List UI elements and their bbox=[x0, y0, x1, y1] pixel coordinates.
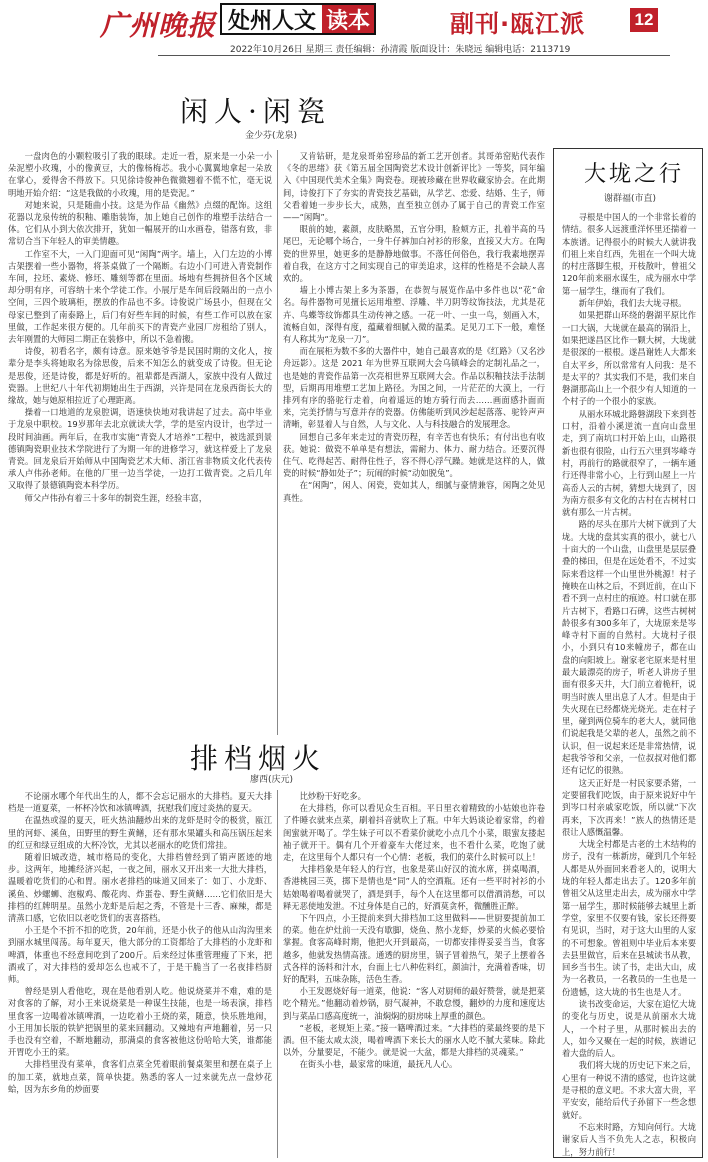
paragraph: 师父卢伟孙有着三十多年的制瓷生涯，经验丰富， bbox=[24, 492, 208, 503]
masthead bbox=[0, 0, 708, 42]
paragraph: 路的尽头在那片大树下就到了大垅。大垅的盘其实真的很小，就七八十亩大的一个山盘，山盘里是层层叠叠的梯田，但是在远处看不，不过实际来看这样一个山里世外桃源！村子掩映在山林之后，不到近前，在山下看不到一点村庄的痕迹。村口就在那片古树下，看路口石碑，这些古树树龄很多有300多年了，大垅原来是岑峰寺村下面的自然村。大垅村子很小，小到只有10来幢房子，都在山盘的向阳坡上。谢家老宅原来是村里最大最漂亮的房子，听老人讲房子里面有很多天井，大门前立着桅杆，说明当时族人里出息了人才。但是由于失火现在已经都烧光烧光。走在村子里，碰到两位骑车的老大人，就同他们说起我是父辈的老人，虽然之前不认识，但一说起来还是非常热情，说起我爷爷和父亲，一位叔叔对他们都还有记忆的很熟。 bbox=[562, 519, 696, 776]
article1-byline: 金少芬(龙泉) bbox=[245, 131, 298, 141]
paragraph: 小王发愿烧好每一道菜，他说：“客人对厨师的最好赞誉，就是把菜吃个精光。”他翻动着炒锅，厨气凝神，不敢怠慢，翻炒的力度和速度达到与菜品口感高度统一，油焖焖的厨房味上厚重的颜色。 bbox=[283, 986, 545, 1021]
header-rule bbox=[158, 55, 670, 56]
paragraph: 不忘来时路，方知向何行。大垅谢家后人当不负先人之志，积极向上，努力前行！ bbox=[562, 1121, 696, 1157]
paragraph: 大垅全村都是古老的土木结构的房子，没有一栋新房，碰到几个年轻人都是从外面回来看老人的，说明大垅的年轻人都走出去了。120多年前曾祖父从这里走出去，成为丽水中学第一届学生，那时候能够去城里上新学堂，家里不仅要有钱，家长还得要有见识，当时，对于这大山里的人家的不可想象。曾祖则中毕业后本来要去县里做官，后来在县城读书从教，回乡当书生。读了书，走出大山，成为一名教员，一名教员的一生也是一份遗憾，这大垅的书生也是人才。 bbox=[562, 839, 696, 997]
sidebar-title: 大垅之行 bbox=[584, 162, 685, 187]
paragraph: 比炒粉干好吃多。 bbox=[299, 791, 366, 801]
article2-column-1 bbox=[8, 790, 272, 1158]
paragraph: 操着一口地道的龙泉腔调，语速快快地对我讲起了过去。高中毕业于龙泉中职校。19岁那年去北京就读大学，学的是室内设计，也学过一段时间油画。两年后，在我市实施“青瓷人才培养”工程中，被选派到景德镇陶瓷职业技术学院进行了为期一年的进修学习，就这样爱上了龙泉青瓷。回龙泉后开始师从中国陶瓷艺术大师、浙江省非物质文化代表传承人卢伟孙老师。在他的厂里一边当学徒，一边打工做青瓷。之后几年又取得了景德镇陶瓷本科学历。 bbox=[8, 407, 272, 491]
paragraph: 一盘肉色的小颗粒吸引了我的眼球。走近一看，原来是一小朵一小朵泥塑小玫瑰，小的像黄豆，大的像杨梅芯。我小心翼翼地拿起一朵放在掌心，爱得舍不得放下。只见徐诗俊神色微微翘着不慌不忙，毫无说明地开始介绍：“这是我做的小玫瑰，用的是瓷泥。” bbox=[8, 151, 272, 198]
sidebar-body bbox=[562, 211, 696, 1157]
column-divider bbox=[277, 150, 278, 735]
paragraph: 曾经是别人看他吃，现在是他看别人吃。他说烧菜并不难，难的是对食客的了解，对小王来说烧菜是一种谋生技能，也是一场表演，排档里食客一边喝着冰镇啤酒，一边吃着小王烧的菜，随意，快乐胜地闹，小王用加长版的铁铲把锅里的菜来回翻动。又辣地有声地翻着，另一只手也没有空着，不断地翻动，那满桌的食客被他这份哈哈大笑，谁都能开胃吃小王的菜。 bbox=[8, 986, 272, 1058]
article1-column-2 bbox=[283, 150, 545, 735]
paragraph: 在大排档，你可以看见众生百相。平日里衣着精致的小姑娘也许卷了件睡衣就来点菜，刷着抖音就吹上了瓶。中年大妈谈论着家常，约着闺蜜就开喝了。学生妹子可以不看菜价就吃小点几个小菜，眼蜜友搂起袖子就开干。偶有几个开着豪车大佬过来，也不看什么菜，吃饱了就走，在这里每个人都只有一个心情：老板，我们的菜什么时候可以上！ bbox=[283, 803, 545, 863]
paragraph: 墙上小博古架上多为茶器，在恭贺与展览作品中多件也以“花”命名。每件器物可见擅长运用堆塑、浮雕、半刀阴等纹饰技法，尤其是花卉、鸟蝶等纹饰都具生动传神之感。一花一叶、一虫一鸟，刻画入木，流畅自如，深得有度，蕴藏着细腻入微的温柔。足见刀工下一般，难怪有人称其为“龙泉一刀”。 bbox=[283, 285, 545, 345]
paragraph: 读书改变命运，大家在追忆大垅的变化与历史，说是从前丽水大垅人，一个村子里，从那时候出去的人，如今又聚在一起的时候，族谱记着大盘的后人。 bbox=[562, 999, 696, 1059]
paragraph: 这天正好是一村民家要杀猪，一定要留我们吃饭，由于原来说好中午到岑口村亲戚家吃饭，所以就“下次再来，下次再来！”族人的热情还是很让人感慨温馨。 bbox=[562, 777, 696, 837]
paragraph: 眼前的她，素颜，皮肤略黑，五官分明，脸颊方正，扎着半高的马尾巴，无论哪个场合，一身牛仔裤加白衬衫的形象，直接又大方。在陶瓷的世界里，她更多的是静静地做事。不落任何俗色，我行我素地摆弄着自我，在这方寸之间实现自己的审美追求，这样的性格是不会缺人喜欢的。 bbox=[283, 224, 545, 284]
article1-title: 闲人·闲瓷 bbox=[180, 95, 331, 128]
paragraph: 我们将大垅的历史记下来之后，心里有一种说不清的感觉，也许这就是寻根的意义吧。不求大富大贵，平平安安，能给后代子孙留下一些念想就好。 bbox=[562, 1060, 696, 1120]
paragraph: 在温热或湿的夏天，旺火热油翻炒出来的龙虾是时令的极赏，瓯江里的河虾、溪鱼，田野里的野生黄鳝，还有那水果罐头和高压锅压起来的红豆和绿豆组成的大杯冷饮，尤其以老丽水的吃货们常挂。 bbox=[8, 815, 272, 850]
paragraph: 在街头小巷，最家常的味道，最抚凡人心。 bbox=[299, 1059, 458, 1070]
paragraph: “老板，老规矩上菜。”接一籍啤酒过来。“大排档的菜最终要的是下酒。但不能太咸太淡，喝着啤酒下来长大的丽水人吃不腻大菜味。除此以外，分量要足，不能少。就是说一大盆，都是大排档的灵魂菜。” bbox=[283, 1022, 545, 1058]
paragraph: 大排档里没有菜单，食客们点菜全凭着眼前餐桌架里和摆在桌子上的加工菜，就地点菜，简单快捷。熟悉的客人一过来就先点一盘炒花蛤，因为东乡角的炒面要 bbox=[8, 1059, 272, 1094]
paragraph: 工作室不大，一入门迎面可见“闲陶”两字。墙上，入门左边的小博古架摆着一些小器物，将茶桌做了一个隔断。右边小门可进入青瓷制作车间，拉坯、素烧、修坯、雕刻等都在里面。场地有些拥挤但各个区域却分明有序，可容纳十来个学徒工作。小展厅是车间后段隔出的一点小空间，三四个玻璃柜，摆放的作品也不多。诗俊说广场县小，但现在父母家已整到了南泰路上，后门有好些车间的时候，有些工作可以放在家里做，工作起来很方便的。几年前买下的青瓷产业园厂房租给了别人，去年刚置的大师园二期正在装修中，所以不急着搬。 bbox=[8, 248, 272, 345]
sidebar-byline: 谢群福(市直) bbox=[604, 194, 657, 204]
paragraph: 从丽水环城北路磐湖段下来到苍口村，沿着小溪逆流一直向山盘里走，到了南坑口村开始上山，山路很新也很有很险，山行五六里到岑峰寺村，再前行的路就很窄了，一辆车通行还得非常小心，上行到山屋上一片高岙人云的古树，猜想大垅到了，因为南方很多有文化的古村在古树村口就有那么一片古树。 bbox=[562, 408, 696, 518]
article2-column-2 bbox=[283, 790, 545, 1158]
page-number: 12 bbox=[630, 8, 658, 32]
paragraph: 如果把群山环绕的磐湖平原比作一口大锅，大垅就在最高的锅沿上，如果把遂昌区比作一颗大树，大垅就是很深的一根根。遂昌谢姓人大都来自太平乡，所以常常有人问我：是不是太平的？其实我们不是，我们来自磐湖那高山上一个很少有人知道的一个村子的一个很小的家族。 bbox=[562, 310, 696, 407]
paragraph: 下午四点，小王提前来到大排档加工这里做料——世厨要提前加工的菜。他在炉灶前一天没有歇脚，烧鱼、熬小龙虾，炒菜的火候必要恰掌握。食客高峰时期，他把火开到最高，一切都安排得妥妥当当，食客越多，他就发热情高涨。通透的厨房里，锅子冒着热气，架子上摆着各式各样的汤料和汁水，台面上七八种佐料红，颜油汁，充满着香味，切好的配料，五味杂陈，活色生香。 bbox=[283, 913, 545, 985]
section-subtitle: 副刊·瓯江派 bbox=[450, 10, 586, 38]
date-editor-line: 2022年10月26日 星期三 责任编辑：孙清霞 版面设计：朱晓远 编辑电话：2113719 bbox=[230, 45, 571, 55]
article1-column-1 bbox=[8, 150, 272, 735]
paragraph: 对她来说，只是随曲小技。这是为作品《幽然》点缀的配饰。这组花器以龙泉传统的积釉、雕脂装饰，加上她自己创作的堆塑手法结合一体。它们从小到大依次排开，犹如一幅展开的山水画卷，错落有致，非常切合当下年轻人的审美情趣。 bbox=[8, 199, 272, 247]
paragraph: 诗俊，初看名字，颇有诗意。原来她爷爷是民国时期的文化人，按辈分是李头将她取名为徐思俊，后来不知怎么的就变成了诗俊。但无论是思俊，还是诗俊，都是好听的。祖辈都是西湖人，家族中没有人做过瓷器。上世纪八十年代初期她出生于西湖，兴许是同在龙泉西街长大的缘故，她与她原相拉近了心理距离。 bbox=[8, 346, 272, 406]
section-label-highlight: 读本 bbox=[322, 5, 374, 33]
paragraph: 不论丽水哪个年代出生的人，都不会忘记丽水的大排档。夏天大排档是一道夏菜，一杯杯冷饮和冰镇啤酒，抚慰我们度过炎热的夏天。 bbox=[8, 791, 272, 814]
paragraph: 随着旧城改造，城市格局的变化，大排档曾经到了销声匿迹的地步。这两年，地摊经济兴起，一夜之间，丽水又开出来一大批大排档，温暖着吃货们的心和胃。丽水老排档的味道又回来了：如丁、小龙虾、溪鱼、炒螺蛳、泡椒鸡、酸花肉、炸蛋卷、野生黄鳝……它们依旧是大排档的红牌明星。虽然小龙虾是后起之秀，不管是十三香、麻辣，都是清蒸口感，它依旧以老吃货们的衷喜搭档。 bbox=[8, 852, 272, 924]
paragraph: 大排档象是年轻人的行宫，也象是菜山好汉的流水席，拼桌喝酒，香港桃园三英，掷下是情也是“同”人的空酒瓶。还有一些平时衬衫的小姑娘喝着喝着就哭了，酒是到手，每个人在这里都可以借酒消愁，可以释无恶使地发泄。不过身体是自己的，好酒莫贪杯，微醺胜正醉。 bbox=[283, 864, 545, 911]
paragraph: 在“闲陶”，闲人、闲瓷，瓷如其人，细腻与豪情兼容，闲陶之处见真性。 bbox=[283, 480, 545, 503]
paper-name: 广州晚报 bbox=[100, 9, 217, 42]
paragraph: 新年伊始，我们去大垅寻根。 bbox=[578, 298, 687, 309]
column-divider bbox=[277, 790, 278, 1158]
section-label: 处州人文 bbox=[228, 8, 317, 34]
paragraph: 而在展柜为数不多的大器件中，她自己最喜欢的是《红路》（又名沙舟远影）。这是 2021 年为世界互联网大会乌镇峰会的定制礼品之一，也是她的青瓷作品第一次亮相世界互联网大会。作品以积釉技法手法制型，后期再用堆塑工艺加上路径。为国之间，一片茫茫的大漠上，一行排列有序的骆驼行走着，向着遥远的她方骑行而去……画面感扑面而来，完美抒情与写意并存的瓷器。仿佛能听到风沙起起落落、驼铃声声清晰，彰显着人与自然，人与文化、人与科技融合的发展理念。 bbox=[283, 346, 545, 430]
paragraph: 小王是个不折不扣的吃货，20年前，还是小伙子的他从山沟沟里来到丽水城里闯荡。每年夏天，他大部分的工资都给了大排档的小龙虾和啤酒，体重也不经意间吃到了200斤。后来经过体重管理瘦了下来，把酒戒了，对大排档的爱却怎么也戒不了，于是干脆当了一名夜排档厨师。 bbox=[8, 925, 272, 985]
article2-byline: 廖西(庆元) bbox=[250, 775, 294, 785]
section-box bbox=[220, 3, 376, 35]
paragraph: 又肯钻研，是龙泉哥弟窑珍品的新工艺开创者。其哥弟窑贴代表作《冬的思绪》获《第五届全国陶瓷艺术设计创新评比》一等奖，同年编入《中国现代美术全集》陶瓷卷。现被珍藏在世界收藏家协会。在此期间，诗俊打下了夯实的青瓷技艺基础，从学艺、恋爱、结婚、生子，师父看着她一步步长大，成熟，直至独立创办了属于自己的青瓷工作室——“闲陶”。 bbox=[283, 151, 545, 223]
paragraph: 寻根是中国人的一个非常长着的情结。很多人远渡重洋怀里还揣着一本族谱。记得很小的时候大人就讲我们祖上来自红西，先祖在一个叫大垅的村庄落脚生根，开枝散叶，曾祖父120年前来丽水谋生，成为丽水中学第一届学生，继而有了我们。 bbox=[562, 212, 696, 296]
sidebar-article bbox=[553, 148, 703, 1158]
article2-title: 排档烟火 bbox=[190, 742, 327, 775]
paragraph: 回想自己多年来走过的青瓷历程，有辛苦也有快乐；有付出也有收获。她说：做瓷不单单是有想法，需耐力、体力、耐力结合。还要沉得住气、吃得起苦、耐得住性子，容不得心浮气躁。她就是这样的人，做瓷的时候“静如处子”；玩闹的时候“动如脱兔”。 bbox=[283, 431, 545, 479]
